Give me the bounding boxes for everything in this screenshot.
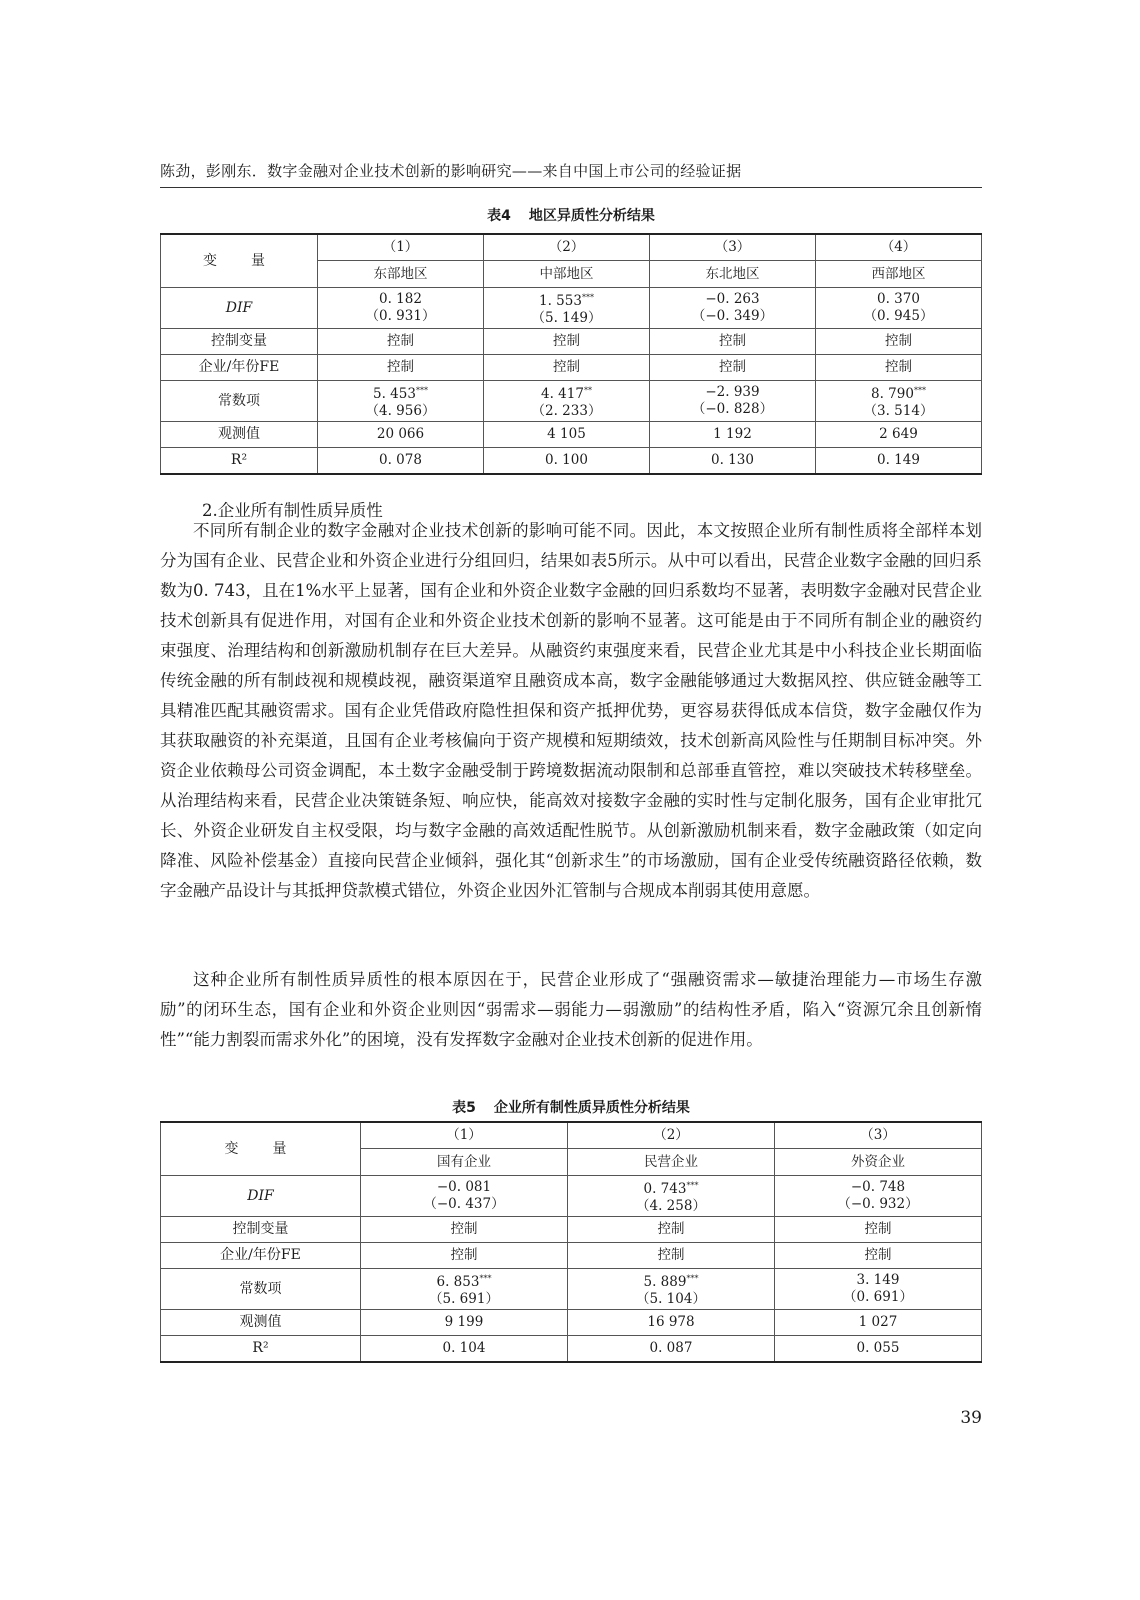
table5-cell <box>361 1243 568 1269</box>
table4-cell-value: 0. 100 <box>545 452 588 468</box>
table5-row-label: 观测值 <box>161 1310 361 1336</box>
table4-cell-value: 0. 182 <box>379 291 422 307</box>
table4-cell-tstat: （0. 931） <box>365 308 436 324</box>
table4-number: 表4 <box>487 208 511 224</box>
table5 <box>160 1121 982 1363</box>
table5-cell-value: 3. 149 <box>856 1272 900 1288</box>
table4-cell <box>816 355 982 381</box>
table5-row-label: 常数项 <box>161 1269 361 1310</box>
table5-significance-stars: *** <box>686 1181 699 1190</box>
table4-cell <box>650 329 816 355</box>
table4-row <box>161 288 982 329</box>
table5-cell-value: 0. 055 <box>856 1340 900 1356</box>
table4-cell <box>816 329 982 355</box>
table5-cell <box>568 1310 775 1336</box>
table5-caption <box>160 1097 982 1117</box>
table4-row <box>161 355 982 381</box>
table4-cell <box>650 448 816 475</box>
table4-significance-stars: *** <box>581 293 594 302</box>
table5-row-label: DIF <box>161 1176 361 1217</box>
table5-cell-value: 0. 087 <box>649 1340 693 1356</box>
table4-cell <box>484 422 650 448</box>
table5-cell <box>568 1336 775 1363</box>
table4-col-number: （1） <box>318 234 484 261</box>
table4 <box>160 233 982 475</box>
table4-significance-stars: *** <box>913 386 926 395</box>
table4-cell-tstat: （0. 945） <box>863 308 934 324</box>
table5-row-label: R² <box>161 1336 361 1363</box>
table5-cell <box>361 1336 568 1363</box>
table5-cell <box>361 1310 568 1336</box>
table5-title: 企业所有制性质异质性分析结果 <box>493 1100 690 1116</box>
table5-cell-value: 控制 <box>450 1221 478 1237</box>
table4-cell <box>650 355 816 381</box>
table4-cell-value: 0. 130 <box>711 452 754 468</box>
table5-cell-value: 0. 743 <box>643 1181 687 1197</box>
table4-cell-value: 控制 <box>719 359 746 375</box>
table5-cell-tstat: （4. 258） <box>636 1198 706 1214</box>
table5-significance-stars: *** <box>686 1274 699 1283</box>
table4-row-label: 观测值 <box>161 422 318 448</box>
table4-cell <box>484 381 650 422</box>
table5-cell <box>775 1217 982 1243</box>
table5-cell-tstat: （−0. 437） <box>423 1196 505 1212</box>
table5-cell-value: 16 978 <box>647 1314 695 1330</box>
table4-cell-value: 控制 <box>553 359 580 375</box>
table4-cell-value: 20 066 <box>376 426 425 442</box>
table4-row-label: R² <box>161 448 318 475</box>
table5-col-number: （1） <box>361 1122 568 1149</box>
table4-col-name: 中部地区 <box>484 261 650 288</box>
table5-col-name: 国有企业 <box>361 1149 568 1176</box>
table4-cell <box>318 422 484 448</box>
table4-cell-value: 0. 149 <box>877 452 920 468</box>
table5-cell-value: 控制 <box>657 1247 685 1263</box>
table4-cell-value: 0. 370 <box>877 291 920 307</box>
table5-cell <box>568 1243 775 1269</box>
table4-cell <box>484 355 650 381</box>
table4-cell-value: −2. 939 <box>705 384 760 400</box>
table4-cell <box>484 329 650 355</box>
table5-cell-tstat: （5. 104） <box>636 1291 706 1307</box>
table5-row <box>161 1217 982 1243</box>
table5-cell <box>361 1269 568 1310</box>
table5-row <box>161 1310 982 1336</box>
table4-cell <box>816 422 982 448</box>
table4-row-label: 常数项 <box>161 381 318 422</box>
table4-cell-tstat: （3. 514） <box>863 403 934 419</box>
table4-row-label: 控制变量 <box>161 329 318 355</box>
table4-cell <box>318 355 484 381</box>
table4-col-number: （4） <box>816 234 982 261</box>
table5-col-name: 外资企业 <box>775 1149 982 1176</box>
table5-stub-header: 变 量 <box>161 1122 361 1176</box>
table5-cell <box>568 1217 775 1243</box>
table5-row <box>161 1176 982 1217</box>
table5-row <box>161 1336 982 1363</box>
table4-cell-tstat: （4. 956） <box>365 403 436 419</box>
table5-cell <box>775 1243 982 1269</box>
table4-cell <box>318 448 484 475</box>
table4-row <box>161 329 982 355</box>
running-head: 陈劲，彭刚东．数字金融对企业技术创新的影响研究——来自中国上市公司的经验证据 <box>160 160 982 188</box>
table5-cell-value: 1 027 <box>858 1314 898 1330</box>
paragraph-2: 这种企业所有制性质异质性的根本原因在于，民营企业形成了“强融资需求—敏捷治理能力—市场生存激励”的闭环生态，国有企业和外资企业则因“弱需求—弱能力—弱激励”的结构性矛盾，陷入“资源冗余且创新惰性”“能力割裂而需求外化”的困境，没有发挥数字金融对企业技术创新的促进作用。 <box>160 970 982 1049</box>
table4-col-number: （3） <box>650 234 816 261</box>
table5-cell-value: 6. 853 <box>436 1274 480 1290</box>
table5-cell-value: −0. 081 <box>436 1179 492 1195</box>
table4-cell-value: 4 105 <box>547 426 586 442</box>
table5-cell-value: 0. 104 <box>442 1340 486 1356</box>
table5-row-label: 控制变量 <box>161 1217 361 1243</box>
table5-cell <box>775 1336 982 1363</box>
table4-cell-value: 1. 553 <box>539 293 582 309</box>
table4-cell-value: 控制 <box>553 333 580 349</box>
table4-cell-value: 1 192 <box>713 426 752 442</box>
table4-cell-value: 2 649 <box>879 426 918 442</box>
table4-row <box>161 448 982 475</box>
table4-cell <box>816 448 982 475</box>
table4-row <box>161 381 982 422</box>
table4-cell <box>816 288 982 329</box>
table4-cell <box>650 422 816 448</box>
table5-row <box>161 1243 982 1269</box>
table4-significance-stars: ** <box>583 386 592 395</box>
table4-header-row-numbers <box>161 234 982 261</box>
table4-cell-value: 控制 <box>719 333 746 349</box>
table5-col-number: （3） <box>775 1122 982 1149</box>
table4-row-label: 企业/年份FE <box>161 355 318 381</box>
table4-cell-value: 4. 417 <box>541 386 584 402</box>
table5-significance-stars: *** <box>479 1274 492 1283</box>
table4-significance-stars: *** <box>415 386 428 395</box>
table4-cell-tstat: （−0. 828） <box>691 401 774 417</box>
table5-cell <box>775 1176 982 1217</box>
table4-col-name: 东北地区 <box>650 261 816 288</box>
table4-row-label: DIF <box>161 288 318 329</box>
table5-cell <box>775 1310 982 1336</box>
table4-cell <box>484 288 650 329</box>
table5-header-row-numbers <box>161 1122 982 1149</box>
table5-cell-value: 5. 889 <box>643 1274 687 1290</box>
table4-row <box>161 422 982 448</box>
table4-cell-value: 0. 078 <box>379 452 422 468</box>
table5-cell-tstat: （0. 691） <box>843 1289 913 1305</box>
table5-cell-value: 控制 <box>450 1247 478 1263</box>
table4-cell-tstat: （5. 149） <box>531 310 602 326</box>
table4-cell-value: 8. 790 <box>871 386 914 402</box>
table4-cell-value: 控制 <box>885 359 912 375</box>
table4-cell <box>318 381 484 422</box>
table4-title: 地区异质性分析结果 <box>528 208 655 224</box>
table4-cell <box>318 329 484 355</box>
table4-col-name: 东部地区 <box>318 261 484 288</box>
table5-col-name: 民营企业 <box>568 1149 775 1176</box>
table5-cell <box>568 1176 775 1217</box>
table4-cell-value: 控制 <box>885 333 912 349</box>
table5-cell-value: 控制 <box>657 1221 685 1237</box>
table5-cell <box>775 1269 982 1310</box>
table4-cell-tstat: （−0. 349） <box>691 308 774 324</box>
table4-cell <box>318 288 484 329</box>
table4-caption <box>160 205 982 225</box>
table4-cell <box>650 288 816 329</box>
table4-col-number: （2） <box>484 234 650 261</box>
table4-cell-value: 5. 453 <box>373 386 416 402</box>
table4-cell-value: 控制 <box>387 333 414 349</box>
table4-cell <box>816 381 982 422</box>
table5-cell-value: −0. 748 <box>850 1179 906 1195</box>
table4-cell-value: 控制 <box>387 359 414 375</box>
table5-cell-value: 9 199 <box>444 1314 484 1330</box>
table4-cell <box>650 381 816 422</box>
table4-cell-tstat: （2. 233） <box>531 403 602 419</box>
table5-col-number: （2） <box>568 1122 775 1149</box>
table5-cell <box>568 1269 775 1310</box>
table5-cell <box>361 1217 568 1243</box>
section-heading: 2.企业所有制性质异质性 <box>202 501 383 520</box>
table4-cell <box>484 448 650 475</box>
table5-cell-tstat: （−0. 932） <box>837 1196 919 1212</box>
table5-cell-value: 控制 <box>864 1221 892 1237</box>
table5-cell <box>361 1176 568 1217</box>
table5-row <box>161 1269 982 1310</box>
table5-number: 表5 <box>452 1100 476 1116</box>
table5-cell-value: 控制 <box>864 1247 892 1263</box>
table4-cell-value: −0. 263 <box>705 291 760 307</box>
paragraph-1: 不同所有制企业的数字金融对企业技术创新的影响可能不同。因此，本文按照企业所有制性质将全部样本划分为国有企业、民营企业和外资企业进行分组回归，结果如表5所示。从中可以看出，民营企业数字金融的回归系数为0. 743，且在1%水平上显著，国有企业和外资企业数字金融的回归系数均不显著，表明数字金融对民营企业技术创新具有促进作用，对国有企业和外资企业技术创新的影响不显著。这可能是由于不同所有制企业的融资约束强度、治理结构和创新激励机制存在巨大差异。从融资约束强度来看，民营企业尤其是中小科技企业长期面临传统金融的所有制歧视和规模歧视，融资渠道窄且融资成本高，数字金融能够通过大数据风控、供应链金融等工具精准匹配其融资需求。国有企业凭借政府隐性担保和资产抵押优势，更容易获得低成本信贷，数字金融仅作为其获取融资的补充渠道，且国有企业考核偏向于资产规模和短期绩效，技术创新高风险性与任期制目标冲突。外资企业依赖母公司资金调配，本土数字金融受制于跨境数据流动限制和总部垂直管控，难以突破技术转移壁垒。从治理结构来看，民营企业决策链条短、响应快，能高效对接数字金融的实时性与定制化服务，国有企业审批冗长、外资企业研发自主权受限，均与数字金融的高效适配性脱节。从创新激励机制来看，数字金融政策（如定向降准、风险补偿基金）直接向民营企业倾斜，强化其“创新求生”的市场激励，国有企业受传统融资路径依赖，数字金融产品设计与其抵押贷款模式错位，外资企业因外汇管制与合规成本削弱其使用意愿。 <box>160 521 982 900</box>
table5-cell-tstat: （5. 691） <box>429 1291 499 1307</box>
table4-col-name: 西部地区 <box>816 261 982 288</box>
table4-stub-header: 变 量 <box>161 234 318 288</box>
table5-row-label: 企业/年份FE <box>161 1243 361 1269</box>
page-number: 39 <box>960 1408 982 1428</box>
